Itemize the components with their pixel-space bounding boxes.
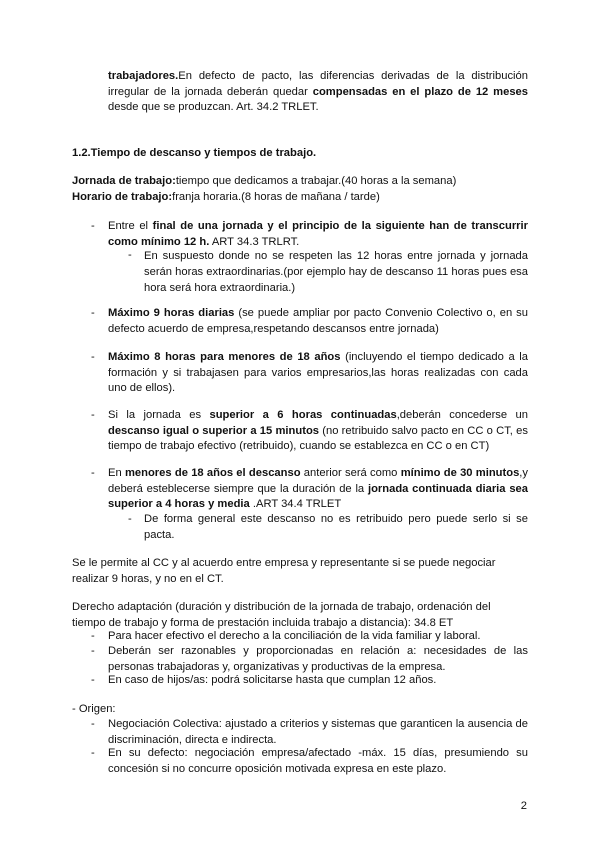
- bullet-dash: -: [91, 220, 95, 232]
- intro-paragraph: [108, 69, 528, 116]
- bullet-1-post: ART 34.3 TRLRT.: [209, 235, 300, 248]
- bullet-3-post: (incluyendo el tiempo dedicado a la formación y si trabajasen para varios empresarios,las horas realizadas con cada uno de ellos).: [108, 351, 528, 394]
- bullet-item-3: [108, 350, 528, 397]
- bullet-item-4: [108, 408, 528, 455]
- bullet-dash: -: [91, 747, 95, 759]
- paragraph-cc: [72, 556, 532, 587]
- bullet-4-bold-2: descanso igual o superior a 15 minutos: [108, 424, 319, 437]
- intro-bold-2: compensadas en el plazo de 12 meses: [312, 85, 528, 98]
- jornada-text: tiempo que dedicamos a trabajar.(40 horas a la semana): [175, 175, 457, 187]
- origen-label: - Origen:: [72, 703, 116, 715]
- paragraph-cc-line-1: Se le permite al CC y al acuerdo entre empresa y representante si se puede negociar: [72, 557, 496, 569]
- bullet-dash: -: [91, 467, 95, 479]
- paragraph-derecho-line-2: tiempo de trabajo y forma de prestación incluida trabajo a distancia): 34.8 ET: [72, 616, 454, 629]
- intro-bold-1: trabajadores.: [108, 70, 179, 82]
- paragraph-derecho-line-1: Derecho adaptación (duración y distribución de la jornada de trabajo, ordenación del: [72, 601, 491, 613]
- paragraph-derecho: [72, 600, 532, 631]
- definitions: [72, 174, 532, 205]
- sub-bullet-dash: -: [128, 513, 132, 525]
- bullet-2-post: (se puede ampliar por pacto Convenio Colectivo o, en su defecto acuerdo de empresa,respetando descansos entre jornada): [108, 307, 528, 335]
- bullet-item-1: [108, 219, 528, 250]
- bullet-item-5: [108, 466, 528, 513]
- sub-bullet-dash: -: [128, 249, 132, 261]
- bullet-5-pre: En: [108, 467, 125, 479]
- bullet-4-pre: Si la jornada es: [108, 409, 210, 421]
- bullet-dash: -: [91, 409, 95, 421]
- paragraph-cc-line-2: realizar 9 horas, y no en el CT.: [72, 572, 224, 585]
- section-heading: [72, 146, 316, 162]
- bullet-dash: -: [91, 307, 95, 319]
- bullet-5-bold-2: mínimo de 30 minutos: [400, 467, 520, 479]
- bullet-5-post: .ART 34.4 TRLET: [249, 498, 342, 510]
- derecho-item-1: Para hacer efectivo el derecho a la conciliación de la vida familiar y laboral.: [108, 630, 481, 642]
- bullet-5-bold-1: menores de 18 años el descanso: [124, 467, 301, 479]
- bullet-dash: -: [91, 718, 95, 730]
- derecho-item-2: Deberán ser razonables y proporcionadas en relación a: necesidades de las personas trabajadoras y, organizativas y productivas de la empresa.: [108, 645, 528, 673]
- bullet-2-bold: Máximo 9 horas diarias: [108, 307, 235, 319]
- bullet-4-bold-1: superior a 6 horas continuadas: [209, 409, 397, 421]
- sub-bullet-item-2: De forma general este descanso no es retribuido pero puede serlo si se pacta.: [144, 513, 528, 541]
- origen-item-1: Negociación Colectiva: ajustado a criterios y sistemas que garanticen la ausencia de discriminación, directa e indirecta.: [108, 718, 528, 746]
- sub-bullet-item-1: En suspuesto donde no se respeten las 12 horas entre jornada y jornada serán horas extraordinarias.(por ejemplo hay de descanso 11 horas pues esa hora será hora extraordinaria.): [144, 250, 528, 294]
- bullet-3-bold: Máximo 8 horas para menores de 18 años: [108, 351, 341, 363]
- bullet-dash: -: [91, 674, 95, 686]
- definition-horario: [72, 190, 532, 206]
- bullet-1-pre: Entre el: [108, 220, 153, 232]
- bullet-dash: -: [91, 630, 95, 642]
- definition-jornada: [72, 174, 532, 190]
- intro-text-1: En defecto de pacto, las diferencias derivadas de la distribución irregular de la jornada deberán quedar: [108, 70, 528, 98]
- bullet-4-post: (no retribuido salvo pacto en CC o CT, es tiempo de trabajo efectivo (retribuido), cuando se establezca en CC o en CT): [108, 424, 528, 452]
- horario-text: franja horaria.(8 horas de mañana / tarde): [172, 190, 380, 203]
- bullet-5-mid-2: ,y deberá esteblecerse siempre que la duración de la: [108, 467, 528, 495]
- bullet-5-bold-3: jornada continuada diaria sea superior a 4 horas y media: [108, 482, 528, 510]
- intro-text-2: desde que se produzcan. Art. 34.2 TRLET.: [108, 101, 319, 113]
- origen-item-2: En su defecto: negociación empresa/afectado -máx. 15 días, presumiendo su concesión si no concurre oposición motivada expresa en este plazo.: [108, 747, 528, 775]
- bullet-dash: -: [91, 351, 95, 363]
- derecho-item-3: En caso de hijos/as: podrá solicitarse hasta que cumplan 12 años.: [108, 674, 437, 686]
- bullet-1-bold: final de una jornada y el principio de la siguiente han de transcurrir como mínimo 12 h.: [108, 220, 528, 248]
- page-number: 2: [520, 800, 527, 812]
- bullet-4-mid: ,deberán concederse un: [396, 409, 528, 421]
- bullet-5-mid-1: anterior será como: [300, 467, 401, 479]
- bullet-item-2: [108, 306, 528, 337]
- section-heading-text: 1.2.Tiempo de descanso y tiempos de trabajo.: [72, 147, 317, 159]
- bullet-dash: -: [91, 645, 95, 657]
- horario-label: Horario de trabajo:: [72, 190, 173, 203]
- jornada-label: Jornada de trabajo:: [72, 175, 176, 187]
